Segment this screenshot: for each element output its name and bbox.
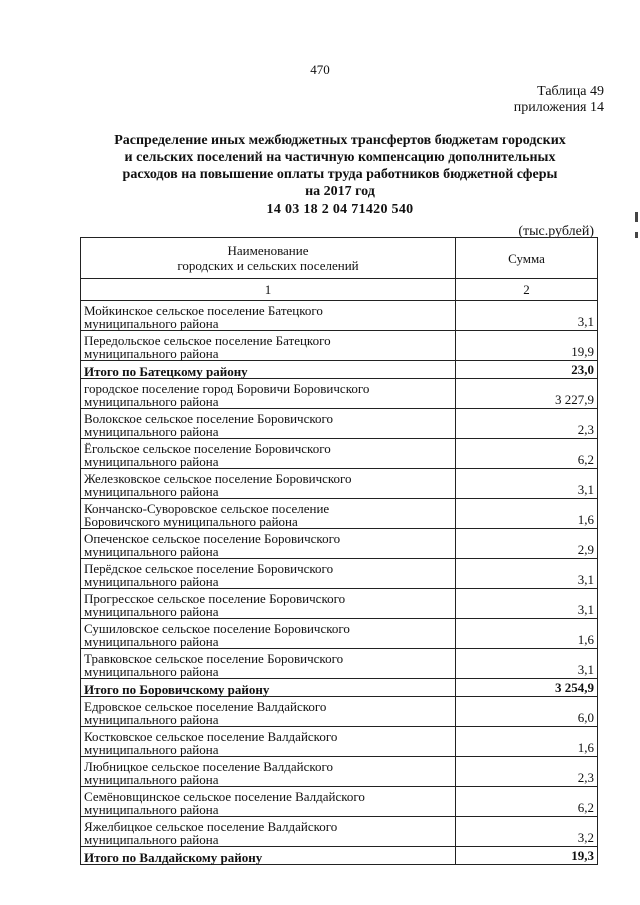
settlement-name-cell: [81, 679, 456, 697]
settlement-name-cell: [81, 439, 456, 469]
amount-cell: 3,1: [456, 301, 598, 331]
amount-cell: 3 254,9: [456, 679, 598, 697]
settlement-name-line: Яжелбицкое сельское поселение Валдайского: [84, 819, 338, 834]
settlement-name-line: Боровичского муниципального района: [84, 514, 298, 529]
settlement-name-line: Кончанско-Суворовское сельское поселение: [84, 501, 330, 516]
table-row: [81, 727, 598, 757]
settlement-name-cell: [81, 589, 456, 619]
settlement-name-line: муниципального района: [84, 484, 219, 499]
settlement-name-cell: [81, 727, 456, 757]
table-row: [81, 649, 598, 679]
settlement-name-line: муниципального района: [84, 664, 219, 679]
margin-mark: [635, 232, 638, 238]
settlement-name-line: муниципального района: [84, 832, 219, 847]
settlement-name-cell: [81, 787, 456, 817]
table-row: [81, 331, 598, 361]
settlement-name-line: Итого по Боровичскому району: [84, 682, 270, 697]
table-body: [81, 301, 598, 865]
appendix-number: приложения 14: [513, 100, 604, 115]
table-row: [81, 469, 598, 499]
settlement-name-cell: [81, 847, 456, 865]
title-line: расходов на повышение оплаты труда работников бюджетной сферы: [122, 167, 558, 182]
amount-cell: 2,3: [456, 757, 598, 787]
settlement-name-cell: [81, 409, 456, 439]
settlement-name-line: муниципального района: [84, 574, 219, 589]
settlement-name-cell: [81, 529, 456, 559]
header-line: городских и сельских поселений: [177, 258, 359, 273]
amount-cell: 19,9: [456, 331, 598, 361]
amount-cell: 1,6: [456, 499, 598, 529]
settlement-name-cell: [81, 817, 456, 847]
table-row: [81, 757, 598, 787]
settlement-name-line: Перёдское сельское поселение Боровичского: [84, 561, 334, 576]
district-total-row: [81, 361, 598, 379]
settlement-name-line: Травковское сельское поселение Боровичского: [84, 651, 344, 666]
budget-classification-code: 14 03 18 2 04 71420 540: [266, 202, 414, 217]
settlement-name-line: муниципального района: [84, 634, 219, 649]
settlement-name-line: Ёгольское сельское поселение Боровичского: [84, 441, 331, 456]
title-line: Распределение иных межбюджетных трансфертов бюджетам городских: [114, 133, 566, 148]
settlement-name-line: Железковское сельское поселение Боровичского: [84, 471, 352, 486]
settlement-name-line: Опеченское сельское поселение Боровичского: [84, 531, 341, 546]
amount-cell: 3,2: [456, 817, 598, 847]
settlement-name-cell: [81, 301, 456, 331]
page-number: 470: [310, 62, 330, 77]
settlement-name-line: Едровское сельское поселение Валдайского: [84, 699, 327, 714]
settlement-name-line: Итого по Валдайскому району: [84, 850, 263, 865]
settlement-name-cell: [81, 331, 456, 361]
table-row: [81, 787, 598, 817]
column-index-row: [81, 279, 598, 301]
district-total-row: [81, 847, 598, 865]
column-header-amount: Сумма: [456, 238, 598, 279]
title-line: и сельских поселений на частичную компенсацию дополнительных: [124, 150, 556, 165]
table-row: [81, 559, 598, 589]
table-row: [81, 499, 598, 529]
table-number: Таблица 49: [537, 84, 604, 99]
amount-cell: 1,6: [456, 727, 598, 757]
settlement-name-line: муниципального района: [84, 454, 219, 469]
amount-cell: 6,2: [456, 787, 598, 817]
settlement-name-cell: [81, 469, 456, 499]
amount-cell: 3,1: [456, 649, 598, 679]
settlement-name-cell: [81, 697, 456, 727]
settlement-name-line: муниципального района: [84, 544, 219, 559]
settlement-name-line: Итого по Батецкому району: [84, 364, 248, 379]
amount-cell: 19,3: [456, 847, 598, 865]
amount-cell: 1,6: [456, 619, 598, 649]
amount-cell: 3,1: [456, 589, 598, 619]
district-total-row: [81, 679, 598, 697]
settlement-name-cell: [81, 379, 456, 409]
column-index: 2: [456, 279, 598, 301]
amount-cell: 2,9: [456, 529, 598, 559]
amount-cell: 23,0: [456, 361, 598, 379]
transfers-table: [80, 237, 598, 865]
margin-mark: [635, 212, 638, 222]
settlement-name-cell: [81, 649, 456, 679]
table-row: [81, 301, 598, 331]
settlement-name-line: муниципального района: [84, 346, 219, 361]
settlement-name-line: муниципального района: [84, 394, 219, 409]
settlement-name-line: муниципального района: [84, 802, 219, 817]
settlement-name-cell: [81, 619, 456, 649]
amount-cell: 3,1: [456, 469, 598, 499]
settlement-name-cell: [81, 499, 456, 529]
table-row: [81, 619, 598, 649]
table-reference: [514, 84, 604, 116]
settlement-name-line: Любницкое сельское поселение Валдайского: [84, 759, 334, 774]
settlement-name-line: муниципального района: [84, 712, 219, 727]
table-row: [81, 697, 598, 727]
table-header-row: [81, 238, 598, 279]
title-line: на 2017 год: [305, 184, 375, 199]
amount-cell: 6,0: [456, 697, 598, 727]
settlement-name-line: муниципального района: [84, 604, 219, 619]
units-label: (тыс.рублей): [518, 224, 594, 239]
settlement-name-cell: [81, 757, 456, 787]
settlement-name-line: Прогресское сельское поселение Боровичского: [84, 591, 346, 606]
header-line: Наименование: [227, 243, 309, 258]
settlement-name-line: Семёновщинское сельское поселение Валдайского: [84, 789, 365, 804]
table-row: [81, 379, 598, 409]
amount-cell: 3 227,9: [456, 379, 598, 409]
settlement-name-line: Костковское сельское поселение Валдайского: [84, 729, 338, 744]
settlement-name-line: городское поселение город Боровичи Боровичского: [84, 381, 370, 396]
settlement-name-cell: [81, 559, 456, 589]
amount-cell: 6,2: [456, 439, 598, 469]
settlement-name-line: муниципального района: [84, 424, 219, 439]
settlement-name-line: Сушиловское сельское поселение Боровичского: [84, 621, 350, 636]
settlement-name-line: муниципального района: [84, 772, 219, 787]
document-title: [70, 132, 610, 200]
table-row: [81, 439, 598, 469]
column-index: 1: [81, 279, 456, 301]
amount-cell: 3,1: [456, 559, 598, 589]
settlement-name-cell: [81, 361, 456, 379]
settlement-name-line: Мойкинское сельское поселение Батецкого: [84, 303, 323, 318]
table-row: [81, 529, 598, 559]
table-row: [81, 589, 598, 619]
settlement-name-line: муниципального района: [84, 742, 219, 757]
column-header-name: [81, 238, 456, 279]
amount-cell: 2,3: [456, 409, 598, 439]
table-row: [81, 409, 598, 439]
settlement-name-line: муниципального района: [84, 316, 219, 331]
settlement-name-line: Волокское сельское поселение Боровичского: [84, 411, 334, 426]
settlement-name-line: Передольское сельское поселение Батецкого: [84, 333, 331, 348]
table-row: [81, 817, 598, 847]
